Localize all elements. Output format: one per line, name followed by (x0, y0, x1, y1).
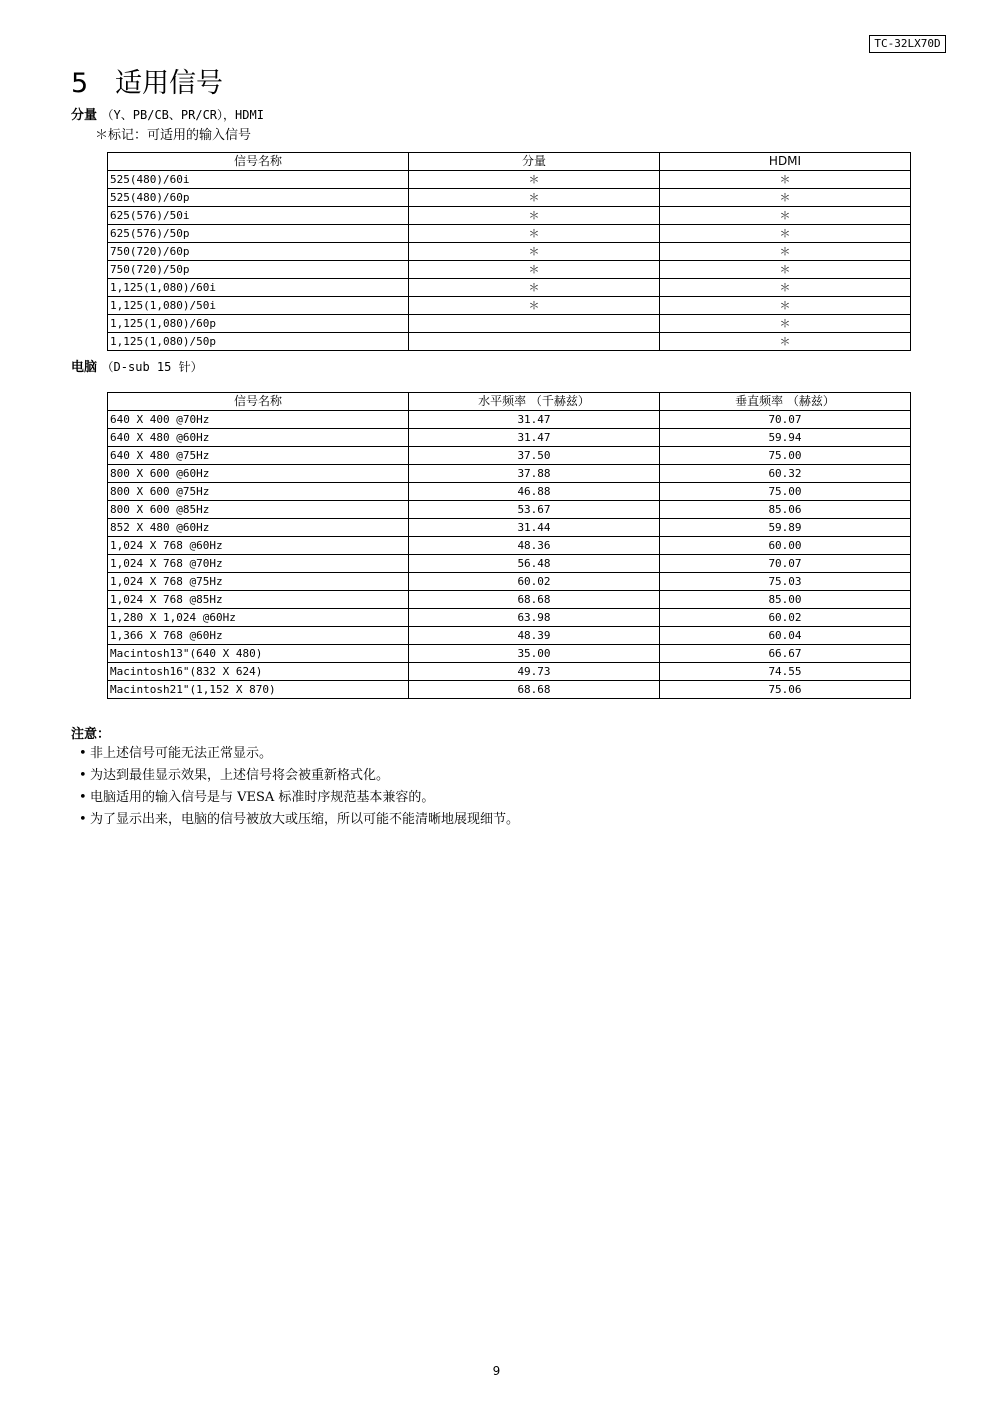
value-cell: 85.00 (660, 591, 911, 609)
table-row (108, 573, 911, 591)
value-cell: 66.67 (660, 645, 911, 663)
value-cell: 46.88 (409, 483, 660, 501)
bullet-icon: • (79, 746, 87, 761)
bullet-icon: • (79, 812, 87, 827)
value-cell: 60.32 (660, 465, 911, 483)
table-row (108, 609, 911, 627)
table-row (108, 225, 911, 243)
signal-name-cell: 800 X 600 @60Hz (108, 465, 409, 483)
value-cell: ＊ (409, 207, 660, 225)
value-cell: ＊ (409, 261, 660, 279)
note-text: 非上述信号可能无法正常显示。 (90, 746, 273, 761)
table-row (108, 429, 911, 447)
value-cell: ＊ (660, 243, 911, 261)
note-item (79, 765, 519, 787)
table-row (108, 519, 911, 537)
value-cell: 75.03 (660, 573, 911, 591)
table-row (108, 189, 911, 207)
component-heading (71, 107, 264, 124)
signal-name-cell: Macintosh16"(832 X 624) (108, 663, 409, 681)
value-cell: 75.06 (660, 681, 911, 699)
pc-heading-sub: （D-sub 15 针） (101, 360, 203, 374)
page-number: 9 (492, 1364, 501, 1378)
value-cell: ＊ (409, 243, 660, 261)
signal-name-cell: 625(576)/50p (108, 225, 409, 243)
signal-name-cell: 750(720)/50p (108, 261, 409, 279)
value-cell: ＊ (409, 297, 660, 315)
signal-name-cell: Macintosh13"(640 X 480) (108, 645, 409, 663)
note-text: 为达到最佳显示效果，上述信号将会被重新格式化。 (90, 768, 390, 783)
value-cell: 48.39 (409, 627, 660, 645)
signal-name-cell: 800 X 600 @85Hz (108, 501, 409, 519)
note-item (79, 787, 519, 809)
value-cell: ＊ (660, 261, 911, 279)
value-cell: ＊ (409, 279, 660, 297)
table-row (108, 483, 911, 501)
value-cell: ＊ (660, 279, 911, 297)
value-cell: 48.36 (409, 537, 660, 555)
value-cell: ＊ (409, 189, 660, 207)
component-heading-sub: （Y、PB/CB、PR/CR），HDMI (101, 108, 264, 122)
value-cell (409, 315, 660, 333)
signal-name-cell: 1,024 X 768 @60Hz (108, 537, 409, 555)
pc-signal-table (107, 392, 911, 699)
table-row (108, 333, 911, 351)
note-item (79, 809, 519, 831)
page-title (71, 66, 223, 102)
value-cell: 68.68 (409, 591, 660, 609)
table-header-row (108, 393, 911, 411)
value-cell: 59.94 (660, 429, 911, 447)
applicable-note: ＊标记：可适用的输入信号 (95, 128, 252, 143)
value-cell: 56.48 (409, 555, 660, 573)
column-header: HDMI (660, 153, 911, 171)
table-row (108, 681, 911, 699)
table-row (108, 627, 911, 645)
signal-name-cell: 1,125(1,080)/50p (108, 333, 409, 351)
signal-name-cell: 625(576)/50i (108, 207, 409, 225)
value-cell: 59.89 (660, 519, 911, 537)
component-heading-label: 分量 (71, 108, 98, 123)
signal-name-cell: 1,125(1,080)/60i (108, 279, 409, 297)
pc-heading-label: 电脑 (71, 360, 98, 375)
pc-heading (71, 359, 203, 376)
signal-name-cell: 800 X 600 @75Hz (108, 483, 409, 501)
table-row (108, 591, 911, 609)
table-row (108, 555, 911, 573)
value-cell: 31.47 (409, 429, 660, 447)
table-row (108, 501, 911, 519)
value-cell (409, 333, 660, 351)
value-cell: 75.00 (660, 483, 911, 501)
table-row (108, 663, 911, 681)
table-row (108, 279, 911, 297)
signal-name-cell: 1,024 X 768 @75Hz (108, 573, 409, 591)
signal-name-cell: 1,024 X 768 @70Hz (108, 555, 409, 573)
bullet-icon: • (79, 768, 87, 783)
value-cell: 85.06 (660, 501, 911, 519)
section-number: 5 (71, 68, 89, 99)
component-signal-table (107, 152, 911, 351)
value-cell: ＊ (660, 207, 911, 225)
value-cell: 70.07 (660, 555, 911, 573)
signal-name-cell: 525(480)/60p (108, 189, 409, 207)
signal-name-cell: 1,366 X 768 @60Hz (108, 627, 409, 645)
value-cell: ＊ (660, 171, 911, 189)
value-cell: 37.50 (409, 447, 660, 465)
note-item (79, 743, 519, 765)
note-text: 电脑适用的输入信号是与 VESA 标准时序规范基本兼容的。 (90, 790, 435, 805)
table-row (108, 207, 911, 225)
table-row (108, 171, 911, 189)
table-header-row (108, 153, 911, 171)
bullet-icon: • (79, 790, 87, 805)
signal-name-cell: 1,024 X 768 @85Hz (108, 591, 409, 609)
value-cell: 70.07 (660, 411, 911, 429)
notes-list (79, 743, 519, 831)
value-cell: 31.47 (409, 411, 660, 429)
value-cell: ＊ (660, 225, 911, 243)
value-cell: 60.02 (660, 609, 911, 627)
table-row (108, 243, 911, 261)
column-header: 信号名称 (108, 153, 409, 171)
table-row (108, 447, 911, 465)
column-header: 水平频率 （千赫兹） (409, 393, 660, 411)
table-row (108, 261, 911, 279)
value-cell: 68.68 (409, 681, 660, 699)
value-cell: ＊ (660, 333, 911, 351)
value-cell: 53.67 (409, 501, 660, 519)
notes-title: 注意： (71, 727, 111, 742)
model-number: TC-32LX70D (869, 35, 946, 53)
signal-name-cell: 640 X 480 @60Hz (108, 429, 409, 447)
signal-name-cell: 852 X 480 @60Hz (108, 519, 409, 537)
table-row (108, 411, 911, 429)
section-title: 适用信号 (115, 68, 223, 99)
table-row (108, 645, 911, 663)
table-row (108, 297, 911, 315)
value-cell: 37.88 (409, 465, 660, 483)
value-cell: ＊ (409, 225, 660, 243)
value-cell: ＊ (409, 171, 660, 189)
table-row (108, 465, 911, 483)
value-cell: 60.02 (409, 573, 660, 591)
value-cell: ＊ (660, 189, 911, 207)
signal-name-cell: 525(480)/60i (108, 171, 409, 189)
value-cell: 63.98 (409, 609, 660, 627)
column-header: 信号名称 (108, 393, 409, 411)
value-cell: 74.55 (660, 663, 911, 681)
value-cell: 60.04 (660, 627, 911, 645)
signal-name-cell: 1,280 X 1,024 @60Hz (108, 609, 409, 627)
column-header: 垂直频率 （赫兹） (660, 393, 911, 411)
column-header: 分量 (409, 153, 660, 171)
note-text: 为了显示出来，电脑的信号被放大或压缩，所以可能不能清晰地展现细节。 (90, 812, 520, 827)
table-row (108, 315, 911, 333)
signal-name-cell: 1,125(1,080)/50i (108, 297, 409, 315)
value-cell: 31.44 (409, 519, 660, 537)
signal-name-cell: 640 X 480 @75Hz (108, 447, 409, 465)
signal-name-cell: Macintosh21"(1,152 X 870) (108, 681, 409, 699)
signal-name-cell: 1,125(1,080)/60p (108, 315, 409, 333)
signal-name-cell: 750(720)/60p (108, 243, 409, 261)
value-cell: 35.00 (409, 645, 660, 663)
value-cell: 75.00 (660, 447, 911, 465)
signal-name-cell: 640 X 400 @70Hz (108, 411, 409, 429)
value-cell: 60.00 (660, 537, 911, 555)
table-row (108, 537, 911, 555)
value-cell: ＊ (660, 315, 911, 333)
value-cell: ＊ (660, 297, 911, 315)
value-cell: 49.73 (409, 663, 660, 681)
